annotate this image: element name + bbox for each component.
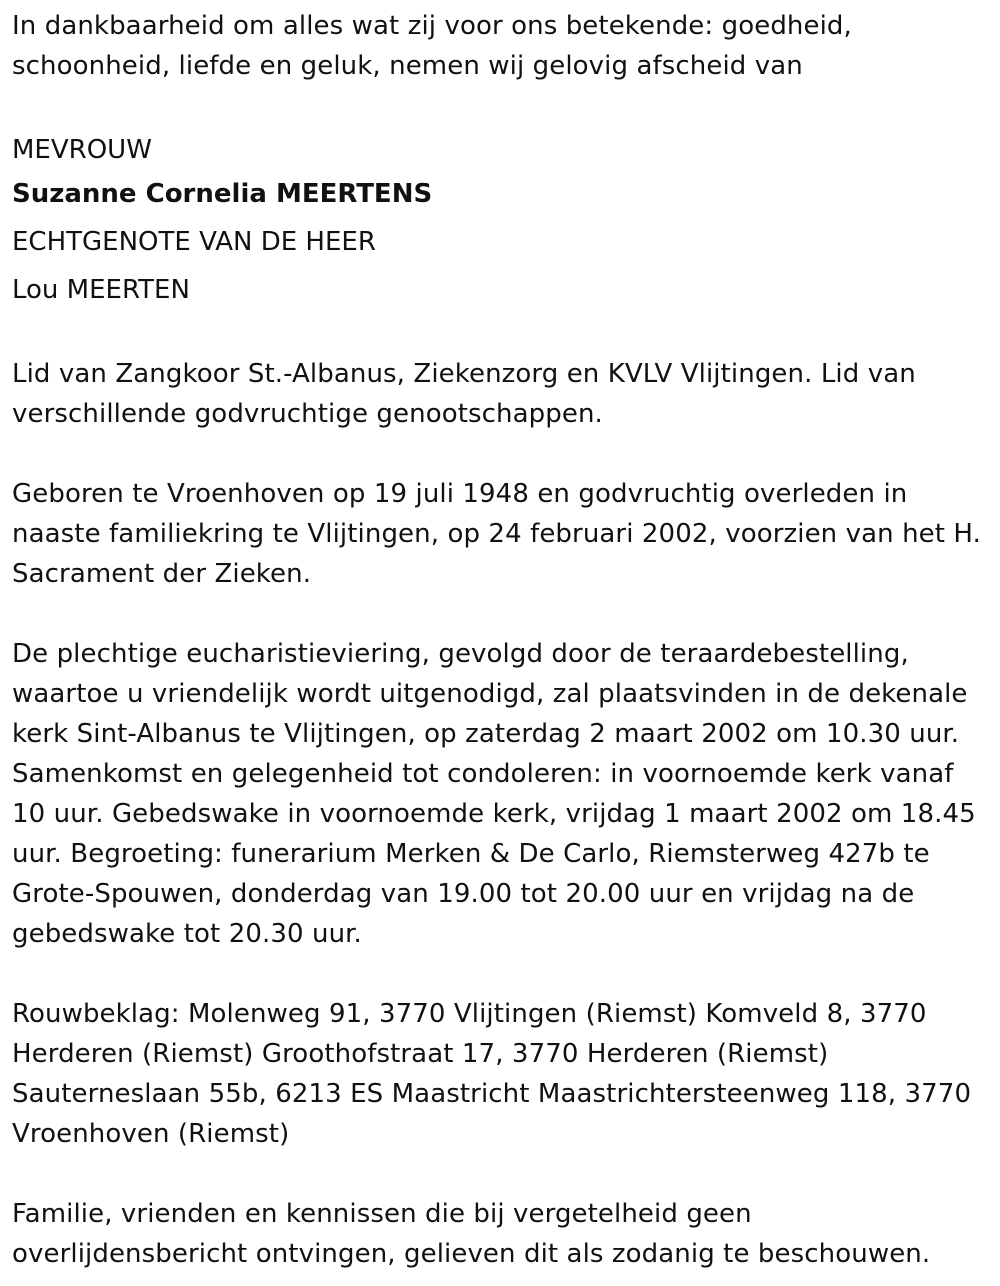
- closing-paragraph: Familie, vrienden en kennissen die bij vergetelheid geen overlijdensbericht ontvingen, gelieven dit als zodanig te beschouwen.: [12, 1199, 931, 1269]
- spouse-name: Lou MEERTEN: [12, 275, 190, 305]
- memberships-paragraph: Lid van Zangkoor St.-Albanus, Ziekenzorg en KVLV Vlijtingen. Lid van verschillende godvruchtige genootschappen.: [12, 359, 916, 429]
- mourning-addresses-paragraph: Rouwbeklag: Molenweg 91, 3770 Vlijtingen (Riemst) Komveld 8, 3770 Herderen (Riemst) Groothofstraat 17, 3770 Herderen (Riemst) Sauterneslaan 55b, 6213 ES Maastricht Maastrichtersteenweg 118, 3770 Vroenhoven (Riemst): [12, 999, 972, 1149]
- spacer: [12, 954, 988, 994]
- spouse-label: ECHTGENOTE VAN DE HEER: [12, 227, 376, 257]
- intro-paragraph: In dankbaarheid om alles wat zij voor ons betekende: goedheid, schoonheid, liefde en geluk, nemen wij gelovig afscheid van: [12, 11, 852, 81]
- spacer: [12, 86, 988, 126]
- ceremony-paragraph: De plechtige eucharistieviering, gevolgd door de teraardebestelling, waartoe u vriendelijk wordt uitgenodigd, zal plaatsvinden in de dekenale kerk Sint-Albanus te Vlijtingen, op zaterdag 2 maart 2002 om 10.30 uur. Samenkomst en gelegenheid tot condoleren: in voornoemde kerk vanaf 10 uur. Gebedswake in voornoemde kerk, vrijdag 1 maart 2002 om 18.45 uur. Begroeting: funerarium Merken & De Carlo, Riemsterweg 427b te Grote-Spouwen, donderdag van 19.00 tot 20.00 uur en vrijdag na de gebedswake tot 20.30 uur.: [12, 639, 976, 949]
- spacer: [12, 314, 988, 354]
- title-prefix: MEVROUW: [12, 135, 152, 165]
- spacer: [12, 434, 988, 474]
- deceased-block: [12, 130, 988, 314]
- spacer: [12, 594, 988, 634]
- deceased-name: Suzanne Cornelia MEERTENS: [12, 179, 433, 209]
- birth-death-paragraph: Geboren te Vroenhoven op 19 juli 1948 en godvruchtig overleden in naaste familiekring te Vlijtingen, op 24 februari 2002, voorzien van het H. Sacrament der Zieken.: [12, 479, 981, 589]
- spacer: [12, 1154, 988, 1194]
